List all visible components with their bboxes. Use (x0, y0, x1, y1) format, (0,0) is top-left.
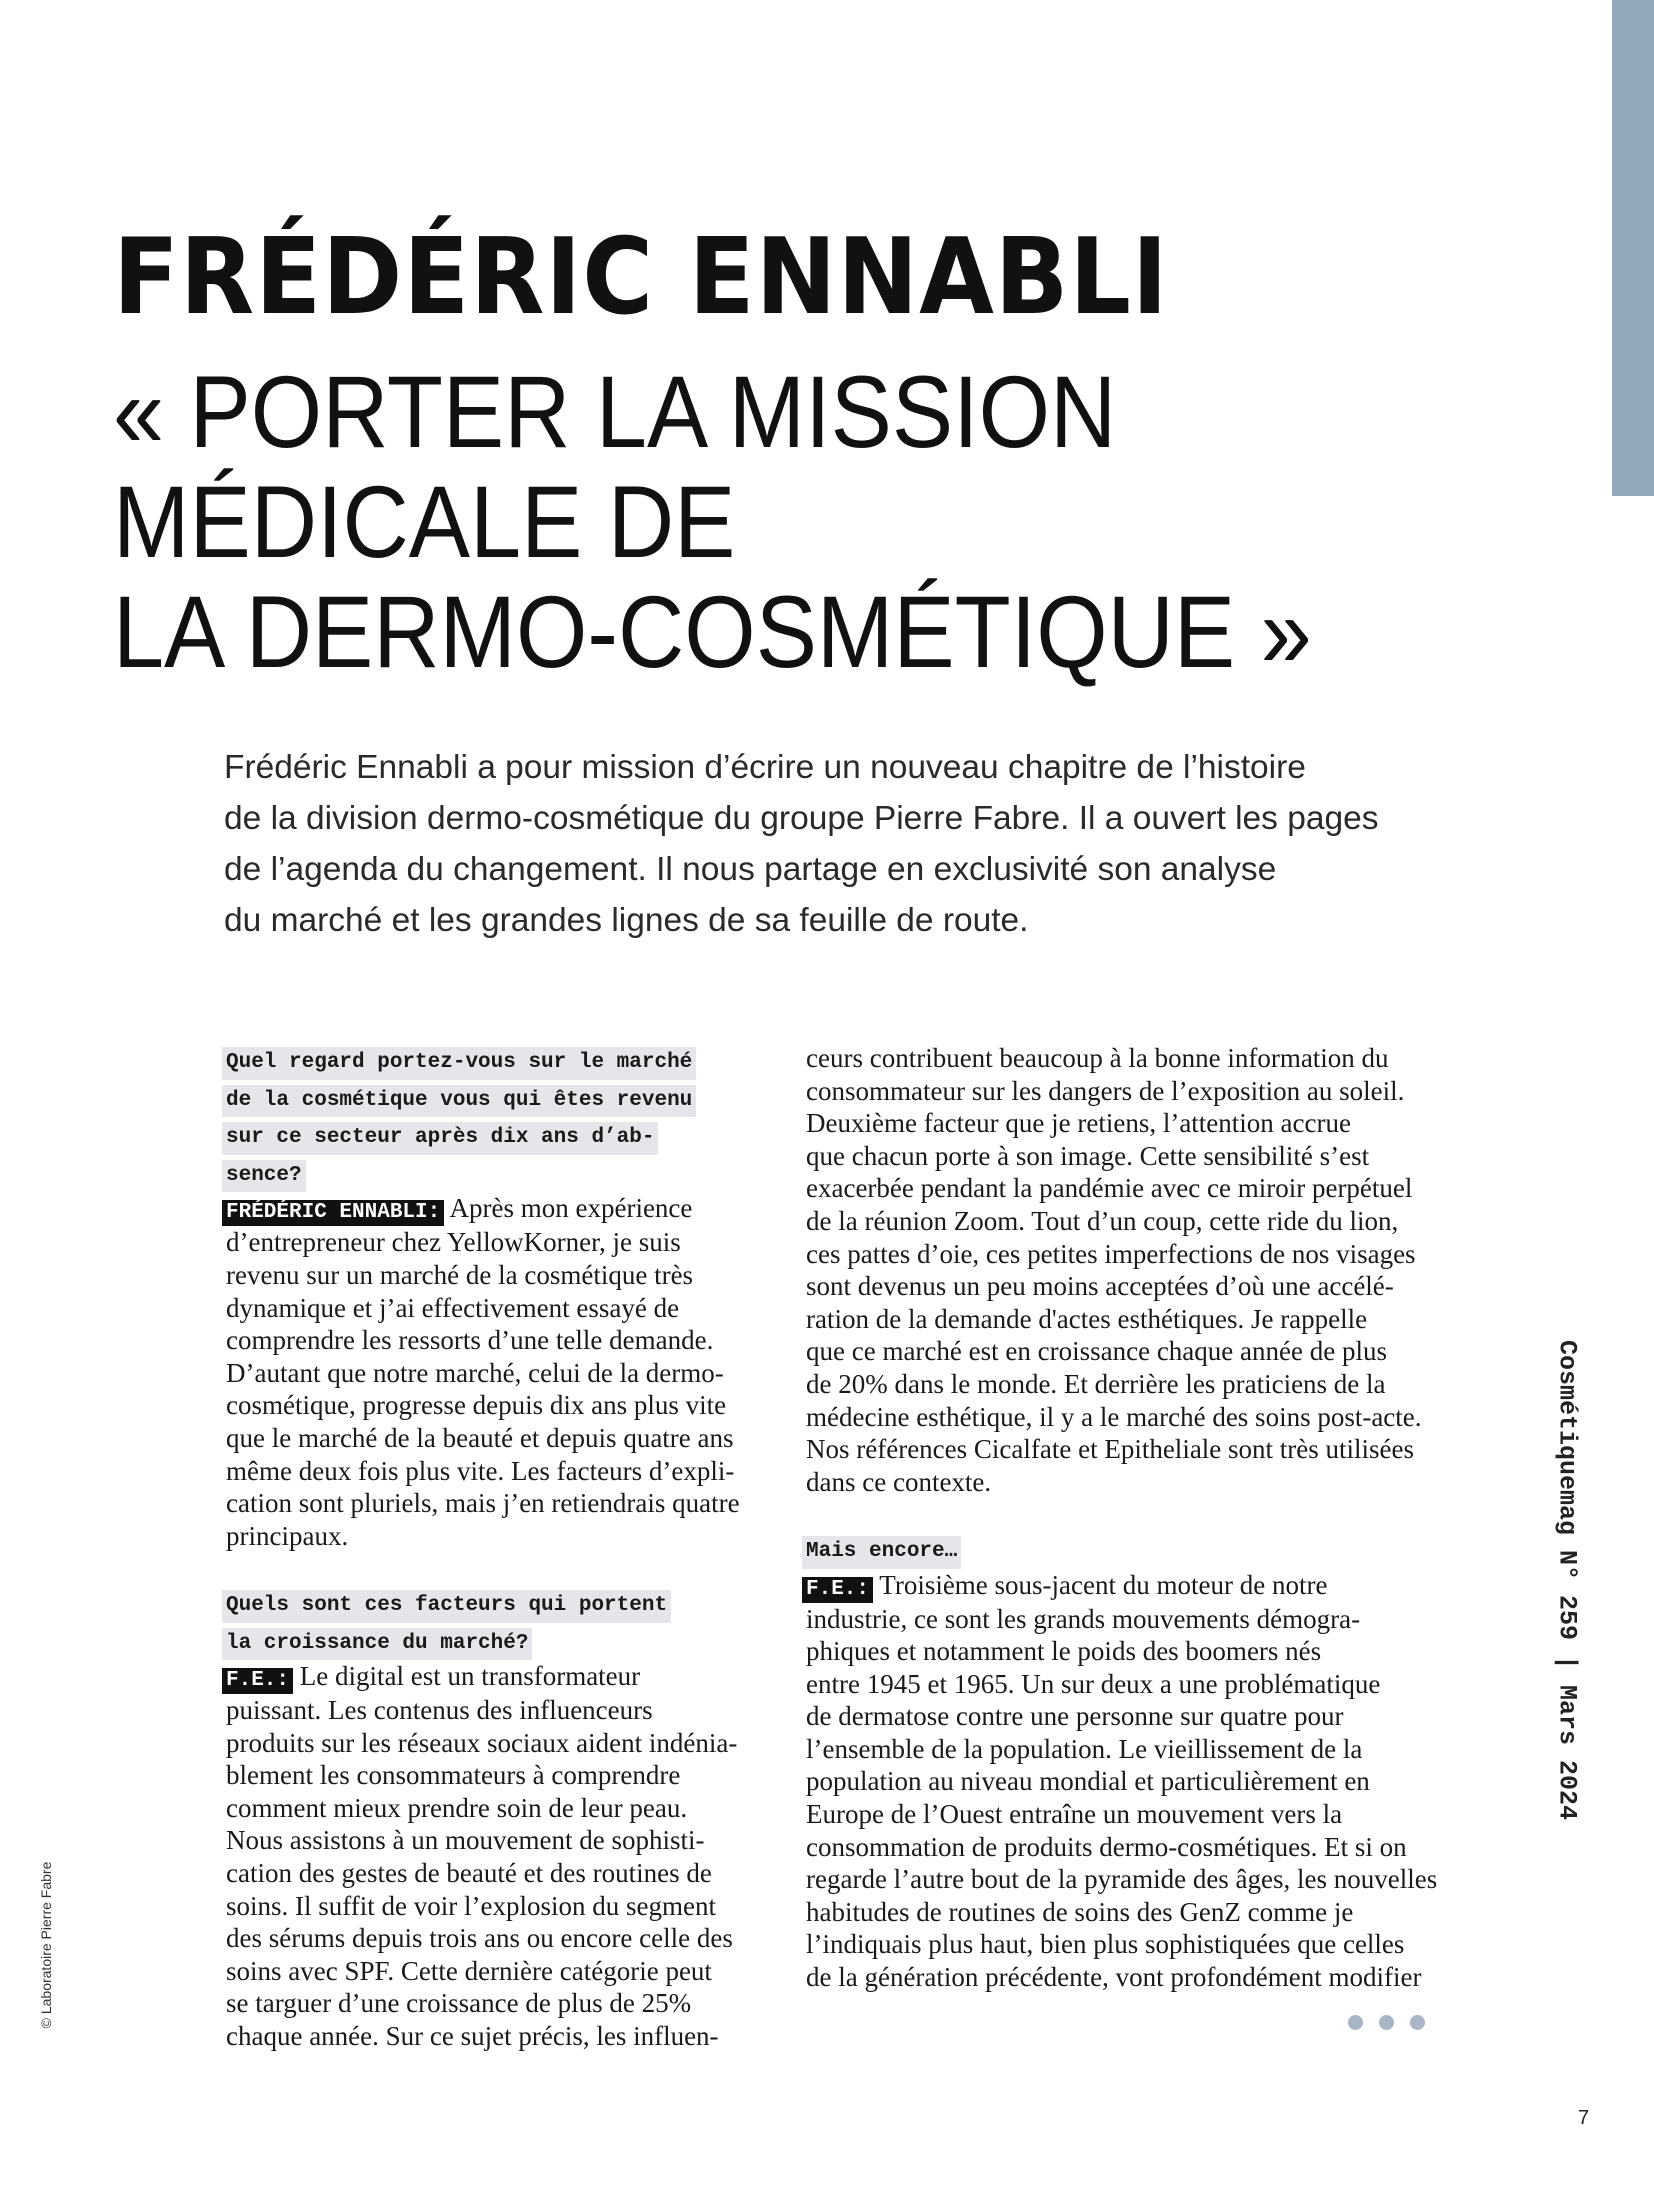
article-subtitle (113, 357, 1312, 687)
intro-line: de l’agenda du changement. Il nous partage en exclusivité son analyse (224, 851, 1277, 888)
answer-line: ces pattes d’oie, ces petites imperfections de nos visages (806, 1238, 1416, 1269)
answer-line: soins. Il suffit de voir l’explosion du segment (226, 1890, 716, 1921)
answer-line: cation des gestes de beauté et des routines de (226, 1858, 712, 1889)
subtitle-line: MÉDICALE DE (113, 465, 736, 579)
answer-line: cosmétique, progresse depuis dix ans plus vite (226, 1390, 727, 1421)
answer-line: cation sont pluriels, mais j’en retiendrais quatre (226, 1488, 740, 1519)
answer-line: F.E.: Le digital est un transformateur (226, 1660, 766, 1694)
answer-line: que ce marché est en croissance chaque année de plus (806, 1336, 1387, 1367)
answer-line: D’autant que notre marché, celui de la dermo- (226, 1357, 724, 1388)
answer-line: regarde l’autre bout de la pyramide des âges, les nouvelles (806, 1864, 1438, 1895)
answer-line: consommation de produits dermo-cosmétiques. Et si on (806, 1831, 1407, 1862)
answer-line: habitudes de routines de soins des GenZ comme je (806, 1896, 1354, 1927)
subtitle-line: LA DERMO-COSMÉTIQUE » (113, 575, 1312, 689)
answer-line: produits sur les réseaux sociaux aident indénia- (226, 1727, 738, 1758)
question-line: Mais encore… (806, 1531, 1346, 1569)
answer-line: même deux fois plus vite. Les facteurs d’expli- (226, 1455, 735, 1486)
column-right (806, 1042, 1438, 1994)
question-line: sence? (226, 1155, 766, 1193)
paragraph-gap (806, 1498, 1346, 1531)
answer-line: d’entrepreneur chez YellowKorner, je suis (226, 1227, 681, 1258)
answer-line: se targuer d’une croissance de plus de 25% (226, 1988, 692, 2019)
answer-line: l’indiquais plus haut, bien plus sophistiquées que celles (806, 1929, 1405, 1960)
question-line: Quel regard portez-vous sur le marché (226, 1042, 766, 1080)
answer-line: que chacun porte à son image. Cette sensibilité s’est (806, 1140, 1370, 1171)
answer-line: consommateur sur les dangers de l’exposition au soleil. (806, 1075, 1405, 1106)
question-line: de la cosmétique vous qui êtes revenu (226, 1080, 766, 1118)
answer-line: Europe de l’Ouest entraîne un mouvement vers la (806, 1799, 1343, 1830)
paragraph-gap (226, 1552, 766, 1585)
answer-line: phiques et notamment le poids des boomers nés (806, 1636, 1322, 1667)
answer-line: médecine esthétique, il y a le marché des soins post-acte. (806, 1401, 1422, 1432)
answer-line: de 20% dans le monde. Et derrière les praticiens de la (806, 1368, 1386, 1399)
answer-line: des sérums depuis trois ans ou encore celle des (226, 1923, 733, 1954)
speaker-label: F.E.: (222, 1668, 293, 1694)
section-tab (1612, 0, 1654, 496)
answer-line: ceurs contribuent beaucoup à la bonne information du (806, 1043, 1389, 1073)
issue-info: Cosmétiquemag N° 259 | Mars 2024 (1552, 1339, 1582, 1821)
answer-line: chaque année. Sur ce sujet précis, les influen- (226, 2021, 719, 2052)
answer-line: FRÉDÉRIC ENNABLI: Après mon expérience (226, 1192, 766, 1226)
dot-icon (1348, 2015, 1363, 2030)
question-line: Quels sont ces facteurs qui portent (226, 1585, 766, 1623)
answer-line: de la génération précédente, vont profondément modifier (806, 1962, 1422, 1993)
answer-line: comprendre les ressorts d’une telle demande. (226, 1325, 714, 1356)
answer-line: comment mieux prendre soin de leur peau. (226, 1792, 688, 1823)
dot-icon (1410, 2015, 1425, 2030)
continuation-dots (1348, 2015, 1425, 2030)
answer-line: exacerbée pendant la pandémie avec ce miroir perpétuel (806, 1173, 1413, 1204)
answer-line: blement les consommateurs à comprendre (226, 1760, 681, 1791)
intro-line: du marché et les grandes lignes de sa feuille de route. (224, 902, 1029, 939)
photo-credit: © Laboratoire Pierre Fabre (38, 1861, 54, 2029)
answer-line: puissant. Les contenus des influenceurs (226, 1695, 653, 1726)
answer-line: F.E.: Troisième sous-jacent du moteur de notre (806, 1569, 1346, 1603)
question-line: la croissance du marché? (226, 1623, 766, 1661)
answer-line: revenu sur un marché de la cosmétique très (226, 1259, 694, 1290)
answer-line: ration de la demande d'actes esthétiques. Je rappelle (806, 1303, 1368, 1334)
answer-line: population au niveau mondial et particulièrement en (806, 1766, 1370, 1797)
answer-line: que le marché de la beauté et depuis quatre ans (226, 1422, 734, 1453)
intro-line: de la division dermo-cosmétique du groupe Pierre Fabre. Il a ouvert les pages (224, 800, 1379, 837)
answer-line: dynamique et j’ai effectivement essayé de (226, 1292, 680, 1323)
dot-icon (1379, 2015, 1394, 2030)
answer-line: entre 1945 et 1965. Un sur deux a une problématique (806, 1668, 1381, 1699)
column-left (226, 1042, 766, 2053)
answer-line: principaux. (226, 1520, 349, 1551)
speaker-label: F.E.: (802, 1577, 873, 1603)
subtitle-line: « PORTER LA MISSION (113, 355, 1117, 469)
speaker-label: FRÉDÉRIC ENNABLI: (222, 1200, 444, 1226)
question-line: sur ce secteur après dix ans d’ab- (226, 1117, 766, 1155)
answer-line: sont devenus un peu moins acceptées d’où une accélé- (806, 1271, 1394, 1302)
page-number: 7 (1578, 2107, 1590, 2129)
answer-line: dans ce contexte. (806, 1466, 992, 1497)
answer-line: Deuxième facteur que je retiens, l’attention accrue (806, 1108, 1351, 1139)
intro-line: Frédéric Ennabli a pour mission d’écrire un nouveau chapitre de l’histoire (224, 749, 1306, 786)
answer-line: l’ensemble de la population. Le vieillissement de la (806, 1733, 1363, 1764)
article-title: FRÉDÉRIC ENNABLI (113, 216, 1169, 338)
article-intro (224, 742, 1444, 946)
answer-line: industrie, ce sont les grands mouvements démogra- (806, 1603, 1361, 1634)
answer-line: soins avec SPF. Cette dernière catégorie peut (226, 1955, 712, 1986)
answer-line: de dermatose contre une personne sur quatre pour (806, 1701, 1344, 1732)
answer-line: de la réunion Zoom. Tout d’un coup, cette ride du lion, (806, 1205, 1399, 1236)
answer-line: Nous assistons à un mouvement de sophisti- (226, 1825, 705, 1856)
answer-line: Nos références Cicalfate et Epitheliale sont très utilisées (806, 1434, 1415, 1465)
